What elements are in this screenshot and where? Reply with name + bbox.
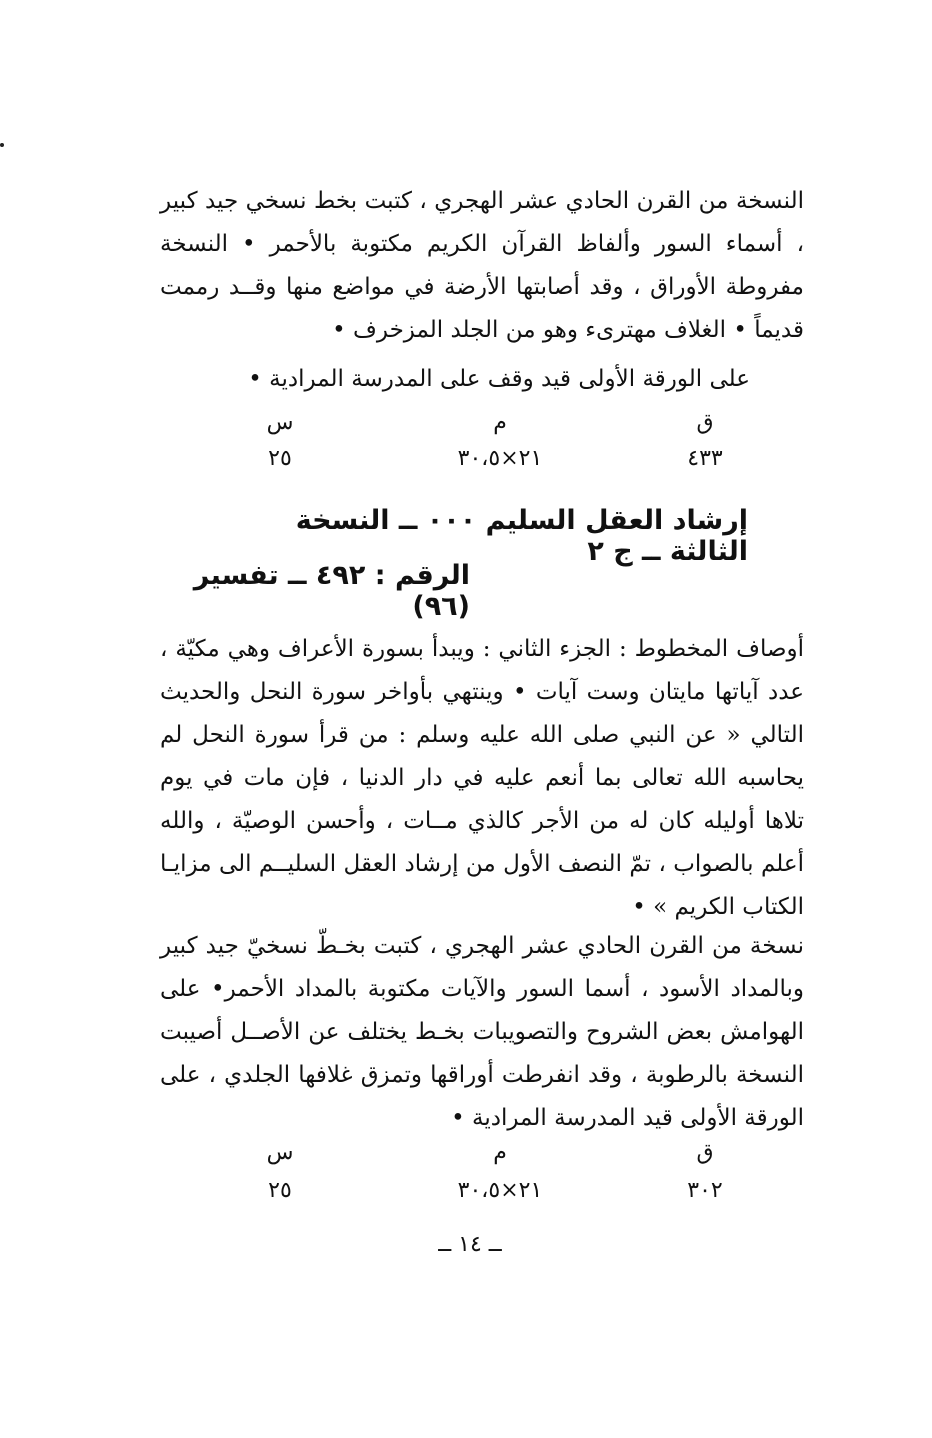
- manuscript-paragraph-1: النسخة من القرن الحادي عشر الهجري ، كتبت بخط نسخي جيد كبير ، أسماء السور وألفاظ القرآن الكريم مكتوبة بالأحمر • النسخة مفروطة الأوراق ، وقد أصابتها الأرضة في مواضع منها وقــد رممت قديماً • الغلاف مهترىء وهو من الجلد المزخرف •: [160, 188, 804, 343]
- spec-header-m: م: [493, 410, 507, 435]
- spec-values-1: [0, 446, 932, 480]
- section-heading: إرشاد العقل السليم ٠٠٠ ــ النسخة الثالثة ــ ج ٢: [295, 505, 748, 567]
- spec-value-s: ٢٥: [268, 446, 292, 471]
- spec-value-s: ٢٥: [268, 1178, 292, 1203]
- spec-value-q: ٤٣٣: [687, 446, 723, 471]
- page-number: ــ ١٤ ــ: [438, 1232, 502, 1257]
- margin-mark: [0, 143, 4, 147]
- spec-header-m: م: [493, 1140, 507, 1165]
- catalog-number-heading: الرقم : ٤٩٢ ــ تفسير (٩٦): [193, 560, 470, 622]
- manuscript-paragraph-2: نسخة من القرن الحادي عشر الهجري ، كتبت بخـطّ نسخيّ جيد كبير وبالمداد الأسود ، أسما السور والآيات مكتوبة بالمداد الأحمر• على الهوامش بعض الشروح والتصويبات بخـط يختلف عن الأصــل أصيبت النسخة بالرطوبة ، وقد انفرطت أوراقها وتمزق غلافها الجلدي ، على الورقة الأولى قيد المدرسة المرادية •: [160, 933, 804, 1131]
- spec-value-m: ٢١×٣٠،٥: [457, 1178, 543, 1203]
- spec-value-m: ٢١×٣٠،٥: [457, 446, 543, 471]
- spec-header-q: ق: [696, 1140, 714, 1165]
- spec-values-2: [0, 1178, 932, 1212]
- endowment-note: على الورقة الأولى قيد وقف على المدرسة المرادية •: [248, 366, 750, 392]
- spec-headers-1: [0, 410, 932, 444]
- spec-header-q: ق: [696, 410, 714, 435]
- spec-header-s: س: [266, 1140, 294, 1165]
- spec-headers-2: [0, 1140, 932, 1174]
- manuscript-description: أوصاف المخطوط : الجزء الثاني : ويبدأ بسورة الأعراف وهي مكيّة ، عدد آياتها مايتان وست آيات • وينتهي بأواخر سورة النحل والحديث التالي « عن النبي صلى الله عليه وسلم : من قرأ سورة النحل لم يحاسبه الله تعالى بما أنعم عليه في دار الدنيا ، فإن مات في يوم تلاها أوليله كان له من الأجر كالذي مــات ، وأحسن الوصيّة ، والله أعلم بالصواب ، تمّ النصف الأول من إرشاد العقل السليــم الى مزايـا الكتاب الكريم » •: [160, 636, 804, 920]
- spec-value-q: ٣٠٢: [687, 1178, 723, 1203]
- spec-header-s: س: [266, 410, 294, 435]
